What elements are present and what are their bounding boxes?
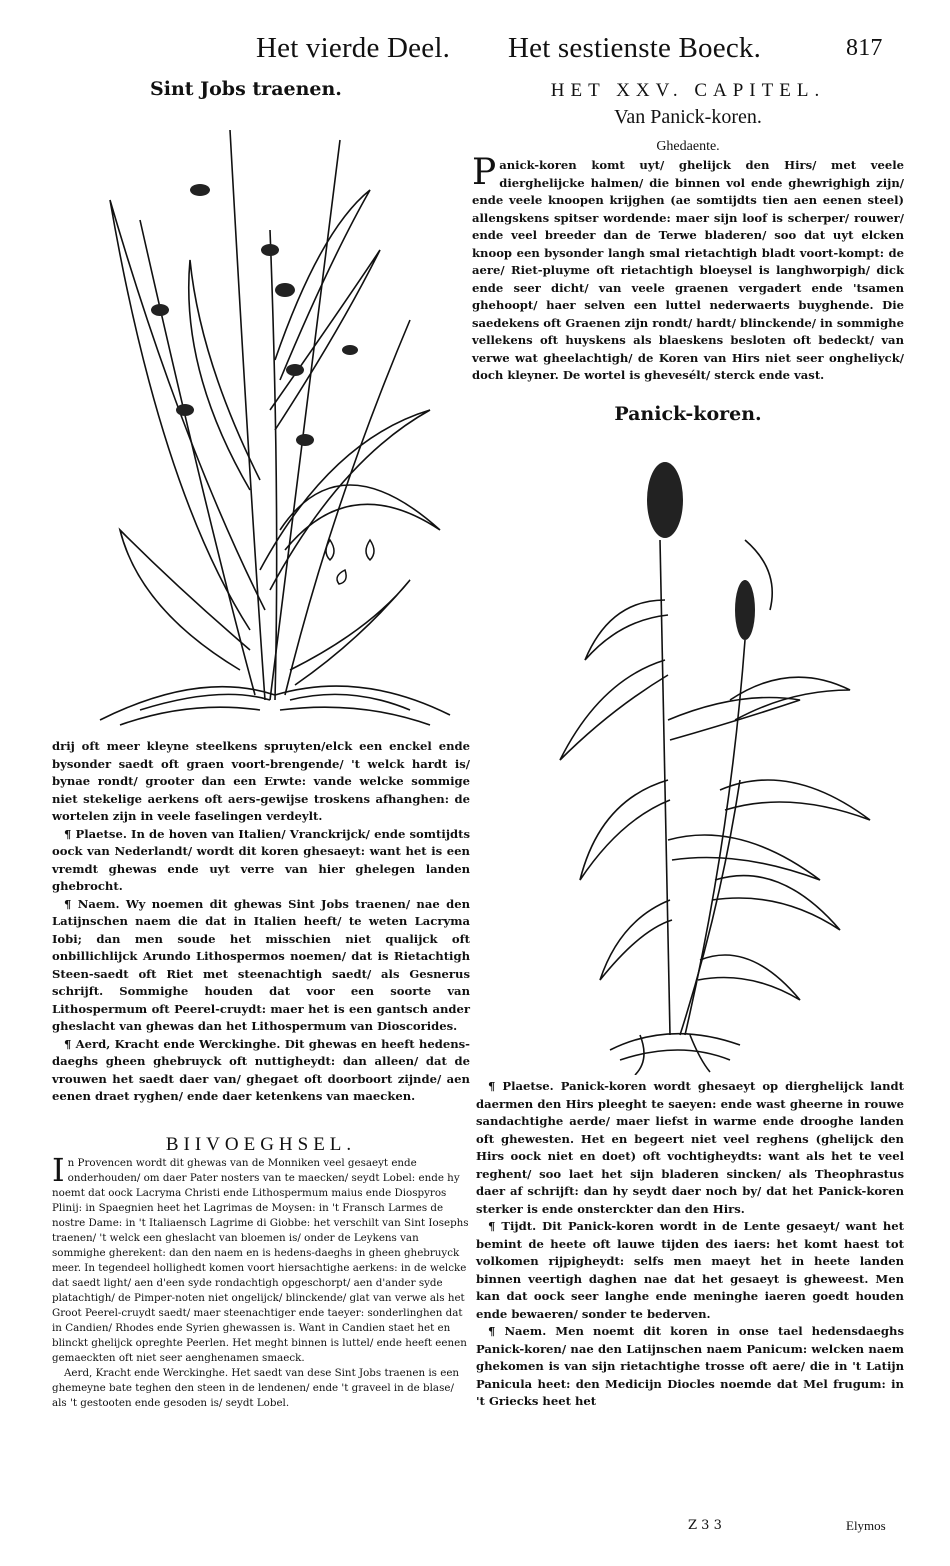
page-number: 817 — [846, 35, 883, 61]
left-body-text — [52, 738, 470, 1106]
right-body-top — [472, 152, 904, 385]
addendum-text — [52, 1151, 470, 1411]
plant-title-jobs-tears: Sint Jobs traenen. — [150, 78, 342, 100]
right-paragraph-time: ¶ Tijdt. Dit Panick-koren wordt in de Lente gesaeyt/ want het bemint de heete oft lauwe tijden des iaers: het komt haest tot volkomen rijpigheydt: selfs men maeyt het in heete landen binnen veertigh daghen nae dat het gesaeyt is gheweest. Men kan dat oock seer langhe ende meninghe iaeren goedt houden ende bewaeren/ sonder te bederven. — [476, 1219, 904, 1321]
left-column — [50, 70, 475, 100]
right-paragraph-description: Panick-koren komt uyt/ ghelijck den Hirs/ met veele dierghelijcke halmen/ die binnen vol ende ghewrighigh zijn/ ende veele knoopen krijghen (ae somtijdts tien aen eenen steel) allengskens spitser wordende: maer sijn loof is scherper/ rouwer/ ende veel breeder dan de Terwe bladeren/ soo dat uyt elcken knoop een bysonder langh smal rietachtigh bladt voort-kompt: de aere/ Riet-pluyme oft rietachtigh bloeysel is langhworpigh/ dick ende seer dicht/ van veele graenen vergadert ende 'tsamen ghehoopt/ haer selven een luttel nederwaerts buyghende. Die saedekens oft Graenen zijn rondt/ hardt/ blinckende/ in sommighe vellekens oft huyskens als blaeskens besloten oft bedeckt/ van verwe wat gheelachtigh/ de Koren van Hirs niet seer ongheliyck/ doch kleyner. De wortel is ghevesélt/ sterck ende vast. — [472, 152, 904, 382]
chapter-heading: HET XXV. CAPITEL. — [550, 80, 826, 101]
catchword: Elymos — [846, 1518, 886, 1533]
right-paragraph-name: ¶ Naem. Men noemt dit koren in onse tael hedensdaeghs Panick-koren/ nae den Latijnschen naem Panicum: welcken naem ghekomen is van sijn rietachtighe trosse oft aere/ die in 't Latijn Panicula heet: den Medicijn Diocles noemde dat Mel frugum: in 't Griecks heet het — [476, 1324, 904, 1408]
section-heading-description: Ghedaente. — [656, 139, 720, 154]
left-paragraph-nature: ¶ Aerd, Kracht ende Werckinghe. Dit ghewas en heeft hedens-daeghs gheen ghebruyck oft nuttigheydt: dan alleen/ dat de vrouwen het saedt daer van/ ghegaet oft doorboort zijnde/ aen eenen draet ryghen/ ende daer ketenkens van maecken. — [52, 1036, 470, 1103]
addendum-paragraph-1: In Provencen wordt dit ghewas van de Monniken veel gesaeyt ende onderhouden/ om daer Pater nosters van te maecken/ seydt Lobel: ende hy noemt dat oock Lacryma Christi ende Lithospermum maius ende Diospyros Plinij: in Spaegnien heet het Lagrimas de Moysen: in 't Fransch Larmes de nostre Dame: in 't Italiaensch Lagrime di Giobbe: het verschilt van Sint Iosephs traenen/ 't welck een gheslacht van bloemen is/ onder de Leykens van sommighe gherekent: dan den naem en is hedens-daeghs in gheen ghebruyck meer. In tegendeel hollighedt komen voort hiersachtighe aerkens: in de welcke dat saedt light/ aen d'een syde rondachtigh opgeschorpt/ aen d'ander syde platachtigh/ de Pimper-noten niet ongelijck/ blinckende/ glat van verwe als het Groot Peerel-cruydt saedt/ maer steenachtiger ende taeyer: sonderlinghen dat in Candien/ Rhodes ende Syrien ghewassen is. Want in Candien staet het en blinckt ghelijck opreghte Peerlen. Het meght binnen is luttel/ ende heeft eenen gemaeckten oft niet seer aenghenamen smaeck. — [52, 1151, 469, 1364]
left-paragraph-name: ¶ Naem. Wy noemen dit ghewas Sint Jobs traenen/ nae den Latijnschen naem die dat in Italien heeft/ te weten Lacryma Iobi; dan men soude het misschien niet qualijck oft onbillichlijck Arundo Lithospermos noemen/ dat is Rietachtigh Steen-saedt oft Riet met steenachtigh saedt/ als Gesnerus schrijft. Sommighe houden dat voor een soorte van Lithospermum oft Peerel-cruydt: maer het is een gantsch ander gheslacht van ghewas dan het Lithospermum van Dioscorides. — [52, 896, 470, 1033]
left-paragraph-place: ¶ Plaetse. In de hoven van Italien/ Vranckrijck/ ende somtijdts oock van Nederlandt/ wordt dit koren ghesaeyt: want het is een vremdt ghewas ende uyt verre van hier ghelegen landen ghebrocht. — [52, 826, 470, 893]
signature-mark: Z 3 3 — [688, 1518, 722, 1533]
chapter-title: Van Panick-koren. — [614, 106, 762, 128]
plant-title-panicum: Panick-koren. — [614, 402, 762, 425]
running-head-left: Het vierde Deel. — [256, 32, 451, 64]
left-paragraph-description: drij oft meer kleyne steelkens spruyten/elck een enckel ende bysonder saedt oft graen voort-brengende/ 't welck hardt is/ bynae rondt/ grooter dan een Erwte: vande welcke sommige niet stekelige aerkens oft aers-gewijse troskens afhanghen: de wortelen zijn in veele faselingen verdeylt. — [52, 739, 470, 823]
addendum-paragraph-2: Aerd, Kracht ende Werckinghe. Het saedt van dese Sint Jobs traenen is een ghemeyne bate teghen den steen in de lendenen/ ende 't graveel in de blase/ als 't gestooten ende gesoden is/ seydt Lobel. — [52, 1367, 460, 1409]
panicum-illustration — [540, 460, 910, 1075]
right-paragraph-place: ¶ Plaetse. Panick-koren wordt ghesaeyt op dierghelijck landt daermen den Hirs pleeght te saeyen: ende wast gheerne in rouwe sandachtighe aerde/ maer liefst in warme ende drooghe landen oft ghewesten. Het en begeert niet veel reghens (ghelijck den Hirs oock niet en doet) oft vochtigheydts: want als het te veel reghent/ soo laet het sijn bladeren sincken/ als Theophrastus daer af schrijft: dan hy seydt daer noch by/ dat het Panick-koren sterker is ende onsterckter dan den Hirs. — [476, 1079, 904, 1216]
right-body-bottom — [476, 1078, 904, 1411]
right-column — [472, 70, 904, 425]
running-head-center: Het sestienste Boeck. — [508, 32, 762, 64]
jobs-tears-illustration — [80, 110, 470, 735]
addendum-heading: BIIVOEGHSEL. — [165, 1134, 357, 1155]
